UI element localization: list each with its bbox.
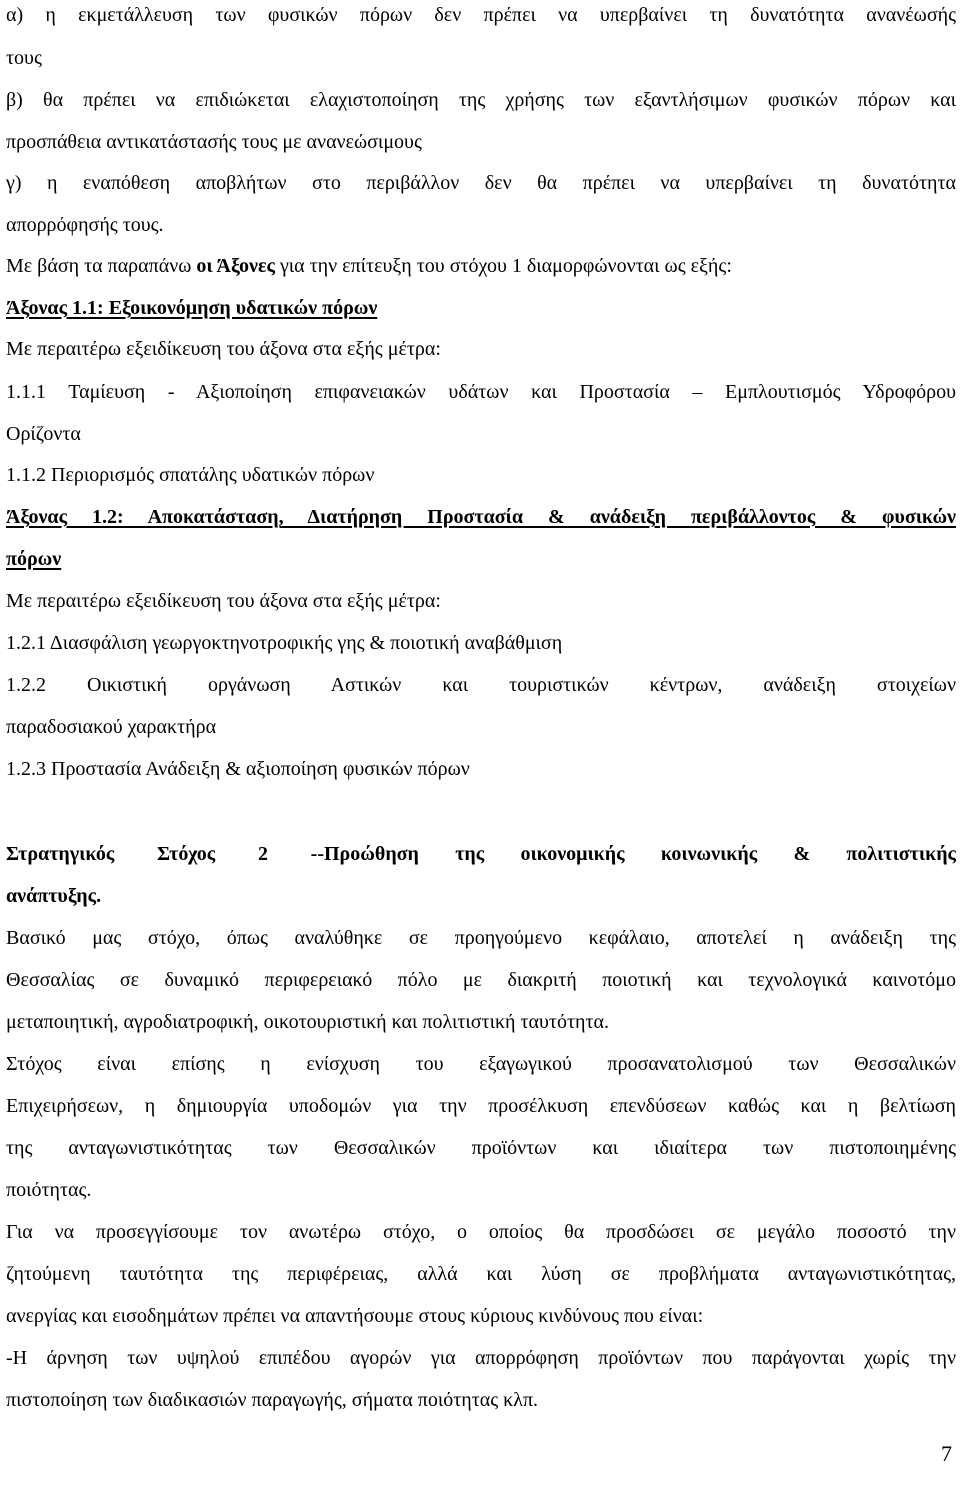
list-item-c-line2: απορρόφησής τους. bbox=[6, 214, 164, 236]
list-item-c-line1: γ) η εναπόθεση αποβλήτων στο περιβάλλον δεν θα πρέπει να υπερβαίνει τη δυνατότητα bbox=[6, 172, 956, 194]
axis-1-1-heading: Άξονας 1.1: Εξοικονόμηση υδατικών πόρων bbox=[6, 297, 378, 319]
goal-2-p2-line2: Επιχειρήσεων, η δημιουργία υποδομών για την προσέλκυση επενδύσεων καθώς και η βελτίωση bbox=[6, 1095, 956, 1117]
measure-1-2-2-line2: παραδοσιακού χαρακτήρα bbox=[6, 716, 217, 738]
goal-2-heading-label: Στρατηγικός Στόχος 2 -- bbox=[6, 843, 324, 865]
goal-2-p1-line1: Βασικό μας στόχο, όπως αναλύθηκε σε προηγούμενο κεφάλαιο, αποτελεί η ανάδειξη της bbox=[6, 927, 956, 949]
goal-2-p3-line2: ζητούμενη ταυτότητα της περιφέρειας, αλλά και λύση σε προβλήματα ανταγωνιστικότητας, bbox=[6, 1263, 956, 1285]
goal-2-p4-line2: πιστοποίηση των διαδικασιών παραγωγής, σήματα ποιότητας κλπ. bbox=[6, 1389, 539, 1411]
list-item-b-line2: προσπάθεια αντικατάστασής τους με ανανεώσιμους bbox=[6, 131, 422, 153]
list-item-b-line1: β) θα πρέπει να επιδιώκεται ελαχιστοποίηση της χρήσης των εξαντλήσιμων φυσικών πόρων και bbox=[6, 89, 956, 111]
list-item-a-line2: τους bbox=[6, 47, 42, 69]
measure-1-2-3: 1.2.3 Προστασία Ανάδειξη & αξιοποίηση φυσικών πόρων bbox=[6, 758, 470, 780]
goal-2-p2-line3: της ανταγωνιστικότητας των Θεσσαλικών προϊόντων και ιδιαίτερα των πιστοποιημένης bbox=[6, 1137, 956, 1159]
goal-2-p2-line4: ποιότητας. bbox=[6, 1179, 92, 1201]
goal-2-heading-line2: ανάπτυξης. bbox=[6, 885, 102, 907]
measure-1-1-1-line1: 1.1.1 Ταμίευση - Αξιοποίηση επιφανειακών υδάτων και Προστασία – Εμπλουτισμός Υδροφόρου bbox=[6, 381, 956, 403]
axis-1-2-heading-line2: πόρων bbox=[6, 548, 62, 570]
axis-1-1-intro: Με περαιτέρω εξειδίκευση του άξονα στα εξής μέτρα: bbox=[6, 338, 441, 360]
goal-2-p1-line3: μεταποιητική, αγροδιατροφική, οικοτουριστική και πολιτιστική ταυτότητα. bbox=[6, 1011, 609, 1033]
axes-intro bbox=[6, 254, 956, 278]
goal-2-p4-line1: -Η άρνηση των υψηλού επιπέδου αγορών για απορρόφηση προϊόντων που παράγονται χωρίς την bbox=[6, 1347, 956, 1369]
goal-2-p3-line3: ανεργίας και εισοδημάτων πρέπει να απαντήσουμε στους κύριους κινδύνους που είναι: bbox=[6, 1305, 704, 1327]
goal-2-p1-line2: Θεσσαλίας σε δυναμικό περιφερειακό πόλο με διακριτή ποιοτική και τεχνολογικά καινοτόμο bbox=[6, 969, 956, 991]
axes-intro-post: για την επίτευξη του στόχου 1 διαμορφώνονται ως εξής: bbox=[274, 255, 732, 277]
goal-2-heading-line1 bbox=[6, 842, 956, 866]
goal-2-p3-line1: Για να προσεγγίσουμε τον ανωτέρω στόχο, ο οποίος θα προσδώσει σε μεγάλο ποσοστό την bbox=[6, 1221, 956, 1243]
axes-intro-pre: Με βάση τα παραπάνω bbox=[6, 255, 197, 277]
measure-1-1-1-line2: Ορίζοντα bbox=[6, 423, 81, 445]
axis-1-2-intro: Με περαιτέρω εξειδίκευση του άξονα στα εξής μέτρα: bbox=[6, 590, 441, 612]
measure-1-1-2: 1.1.2 Περιορισμός σπατάλης υδατικών πόρων bbox=[6, 464, 375, 486]
goal-2-heading-title: Προώθηση της οικονομικής κοινωνικής & πολιτιστικής bbox=[324, 843, 956, 865]
measure-1-2-1: 1.2.1 Διασφάλιση γεωργοκτηνοτροφικής γης & ποιοτική αναβάθμιση bbox=[6, 632, 563, 654]
axes-intro-bold: οι Άξονες bbox=[196, 255, 275, 277]
axis-1-2-heading-line1: Άξονας 1.2: Αποκατάσταση, Διατήρηση Προστασία & ανάδειξη περιβάλλοντος & φυσικών bbox=[6, 506, 956, 528]
list-item-a-line1: α) η εκμετάλλευση των φυσικών πόρων δεν πρέπει να υπερβαίνει τη δυνατότητα ανανέωσής bbox=[6, 4, 956, 26]
page-number: 7 bbox=[941, 1441, 952, 1466]
measure-1-2-2-line1: 1.2.2 Οικιστική οργάνωση Αστικών και τουριστικών κέντρων, ανάδειξη στοιχείων bbox=[6, 674, 956, 696]
goal-2-p2-line1: Στόχος είναι επίσης η ενίσχυση του εξαγωγικού προσανατολισμού των Θεσσαλικών bbox=[6, 1053, 956, 1075]
